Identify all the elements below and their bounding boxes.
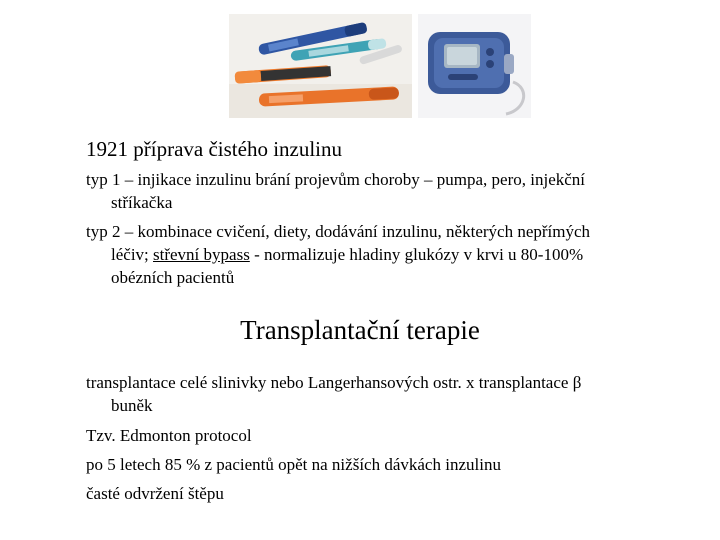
insulin-pens-image — [229, 14, 412, 118]
edmonton-item — [86, 424, 690, 447]
typ1-paragraph — [86, 168, 690, 214]
insulin-pens-icon — [229, 14, 412, 118]
transplant-item — [86, 371, 690, 417]
typ2-line3: obézních pacientů — [111, 268, 235, 287]
rejection-item — [86, 482, 690, 505]
five-year-item — [86, 453, 690, 476]
bypass-link[interactable]: střevní bypass — [153, 245, 250, 264]
edmonton-line: Tzv. Edmonton protocol — [86, 426, 252, 445]
transplant-item-line1: transplantace celé slinivky nebo Langerhansových ostr. x transplantace β — [86, 373, 582, 392]
typ1-line2: stříkačka — [111, 193, 173, 212]
rejection-line: časté odvržení štěpu — [86, 484, 224, 503]
typ2-line2 — [86, 243, 690, 266]
typ2-line1: typ 2 – kombinace cvičení, diety, dodávání inzulinu, některých nepřímých — [86, 222, 591, 241]
transplant-title: Transplantační terapie — [240, 315, 480, 345]
typ1-line1: typ 1 – injikace inzulinu brání projevům choroby – pumpa, pero, injekční — [86, 170, 586, 189]
history-heading: 1921 příprava čistého inzulinu — [86, 137, 343, 161]
typ2-line2-before: léčiv; — [111, 245, 154, 264]
transplant-item-line2: buněk — [111, 396, 153, 415]
insulin-pump-icon — [418, 14, 531, 118]
insulin-pump-image — [418, 14, 531, 118]
five-year-line: po 5 letech 85 % z pacientů opět na nižších dávkách inzulinu — [86, 455, 501, 474]
typ2-paragraph — [86, 220, 690, 289]
typ2-line2-after: - normalizuje hladiny glukózy v krvi u 80-100% — [249, 245, 584, 264]
